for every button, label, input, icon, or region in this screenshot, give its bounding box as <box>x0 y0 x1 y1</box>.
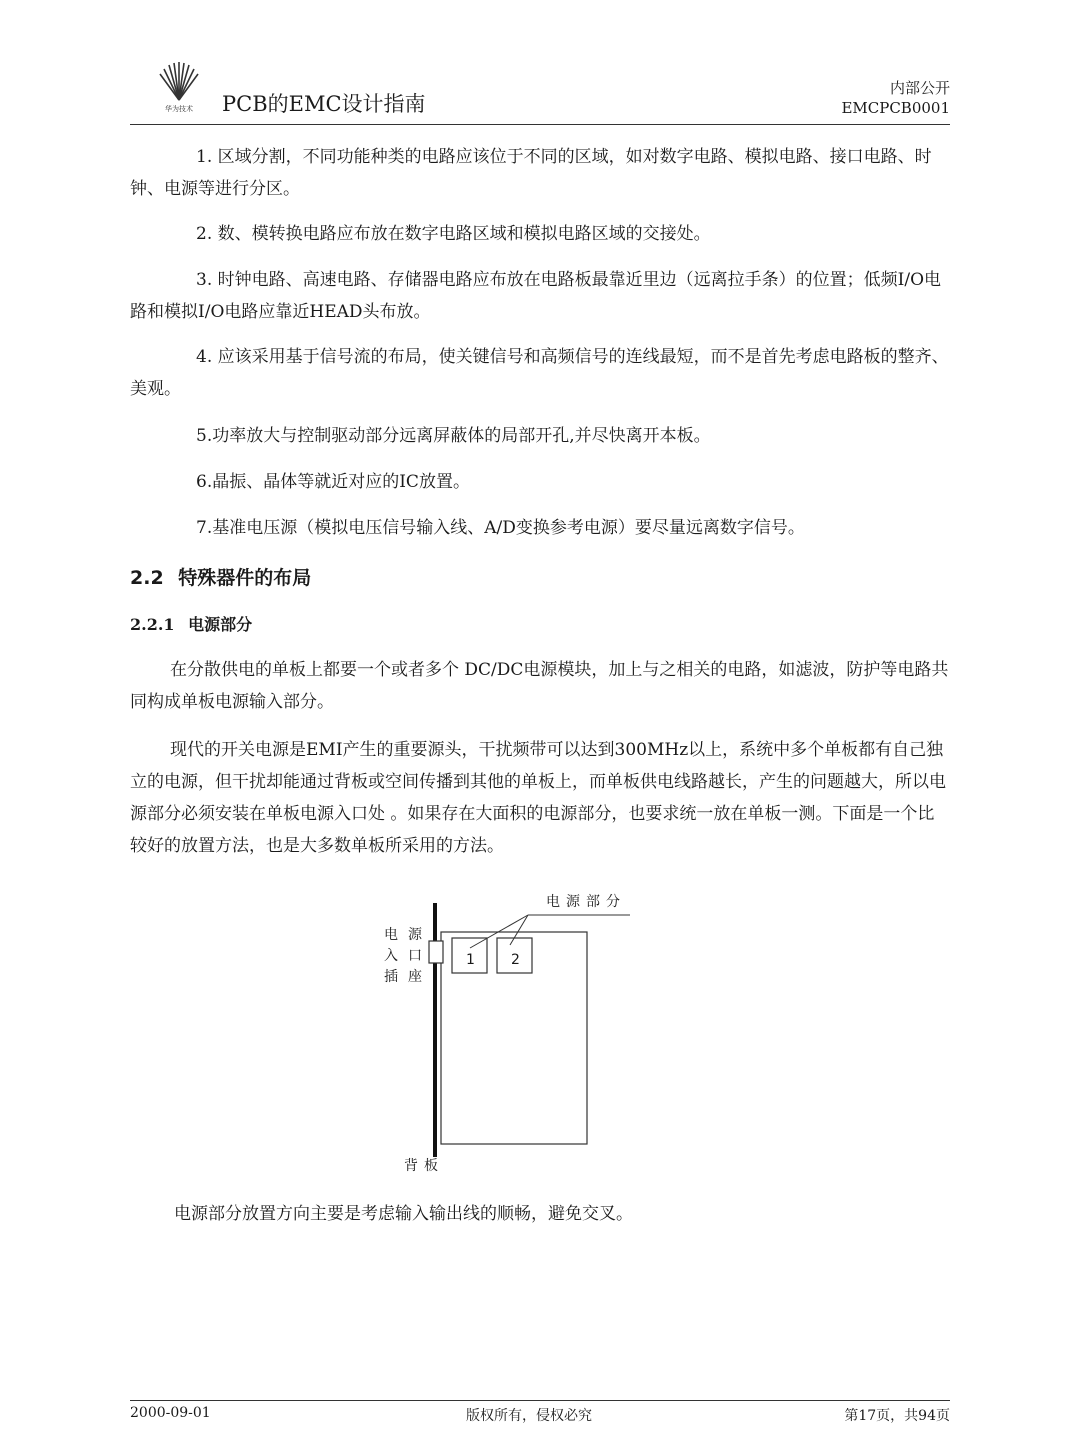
section-title: 特殊器件的布局 <box>178 567 312 589</box>
classification-label: 内部公开 <box>889 79 950 97</box>
header-meta <box>841 78 950 118</box>
paragraph-1: 在分散供电的单板上都要一个或者多个 DC/DC电源模块，加上与之相关的电路，如滤波，防护等电路共同构成单板电源输入部分。 <box>130 660 949 712</box>
company-logo <box>152 60 206 114</box>
power-placement-diagram <box>370 885 650 1185</box>
label-inlet-col2: 源口座 <box>408 927 428 985</box>
footer-page-number: 第17页，共94页 <box>844 1408 950 1424</box>
module-2-label: 2 <box>511 952 520 968</box>
document-id: EMCPCB0001 <box>841 99 950 117</box>
label-power-part: 电源部分 <box>546 894 626 910</box>
list-item-2: 2. 数、模转换电路应布放在数字电路区域和模拟电路区域的交接处。 <box>196 224 711 244</box>
list-item-5: 5.功率放大与控制驱动部分远离屏蔽体的局部开孔,并尽快离开本板。 <box>196 426 711 446</box>
section-number: 2.2 <box>130 567 164 589</box>
module-1-label: 1 <box>466 952 475 968</box>
subsection-number: 2.2.1 <box>130 615 175 634</box>
figure-caption: 电源部分放置方向主要是考虑输入输出线的顺畅，避免交叉。 <box>174 1204 633 1224</box>
power-inlet-connector <box>429 941 443 963</box>
paragraph-2: 现代的开关电源是EMI产生的重要源头，干扰频带可以达到300MHz以上，系统中多个单板都有自己独立的电源，但干扰却能通过背板或空间传播到其他的单板上，而单板供电线路越长，产生的问题越大，所以电源部分必须安装在单板电源入口处 。如果存在大面积的电源部分，也要求统一放在单板一测。下面是一个比较好的放置方法，也是大多数单板所采用的方法。 <box>130 740 946 856</box>
header-divider <box>130 124 950 125</box>
footer-divider <box>130 1400 950 1401</box>
page-header <box>130 60 950 124</box>
list-item-6: 6.晶振、晶体等就近对应的IC放置。 <box>196 472 470 492</box>
section-heading <box>130 563 311 590</box>
label-backplane: 背板 <box>404 1158 444 1174</box>
leader-to-module-2 <box>510 915 528 945</box>
list-item-7: 7.基准电压源（模拟电压信号输入线、A/D变换参考电源）要尽量远离数字信号。 <box>196 518 805 538</box>
logo-text: 华为技术 <box>165 105 193 113</box>
footer-copyright: 版权所有，侵权必究 <box>466 1408 592 1424</box>
label-inlet-col1: 电入插 <box>384 927 404 985</box>
document-title: PCB的EMC设计指南 <box>222 92 426 116</box>
subsection-title: 电源部分 <box>188 615 253 634</box>
subsection-heading <box>130 612 252 635</box>
footer-date: 2000-09-01 <box>130 1405 211 1421</box>
list-item-1: 1. 区域分割，不同功能种类的电路应该位于不同的区域，如对数字电路、模拟电路、接口电路、时钟、电源等进行分区。 <box>130 147 932 199</box>
list-item-4: 4. 应该采用基于信号流的布局，使关键信号和高频信号的连线最短，而不是首先考虑电路板的整齐、美观。 <box>130 347 949 399</box>
list-item-3: 3. 时钟电路、高速电路、存储器电路应布放在电路板最靠近里边（远离拉手条）的位置；低频I/O电路和模拟I/O电路应靠近HEAD头布放。 <box>130 270 942 322</box>
